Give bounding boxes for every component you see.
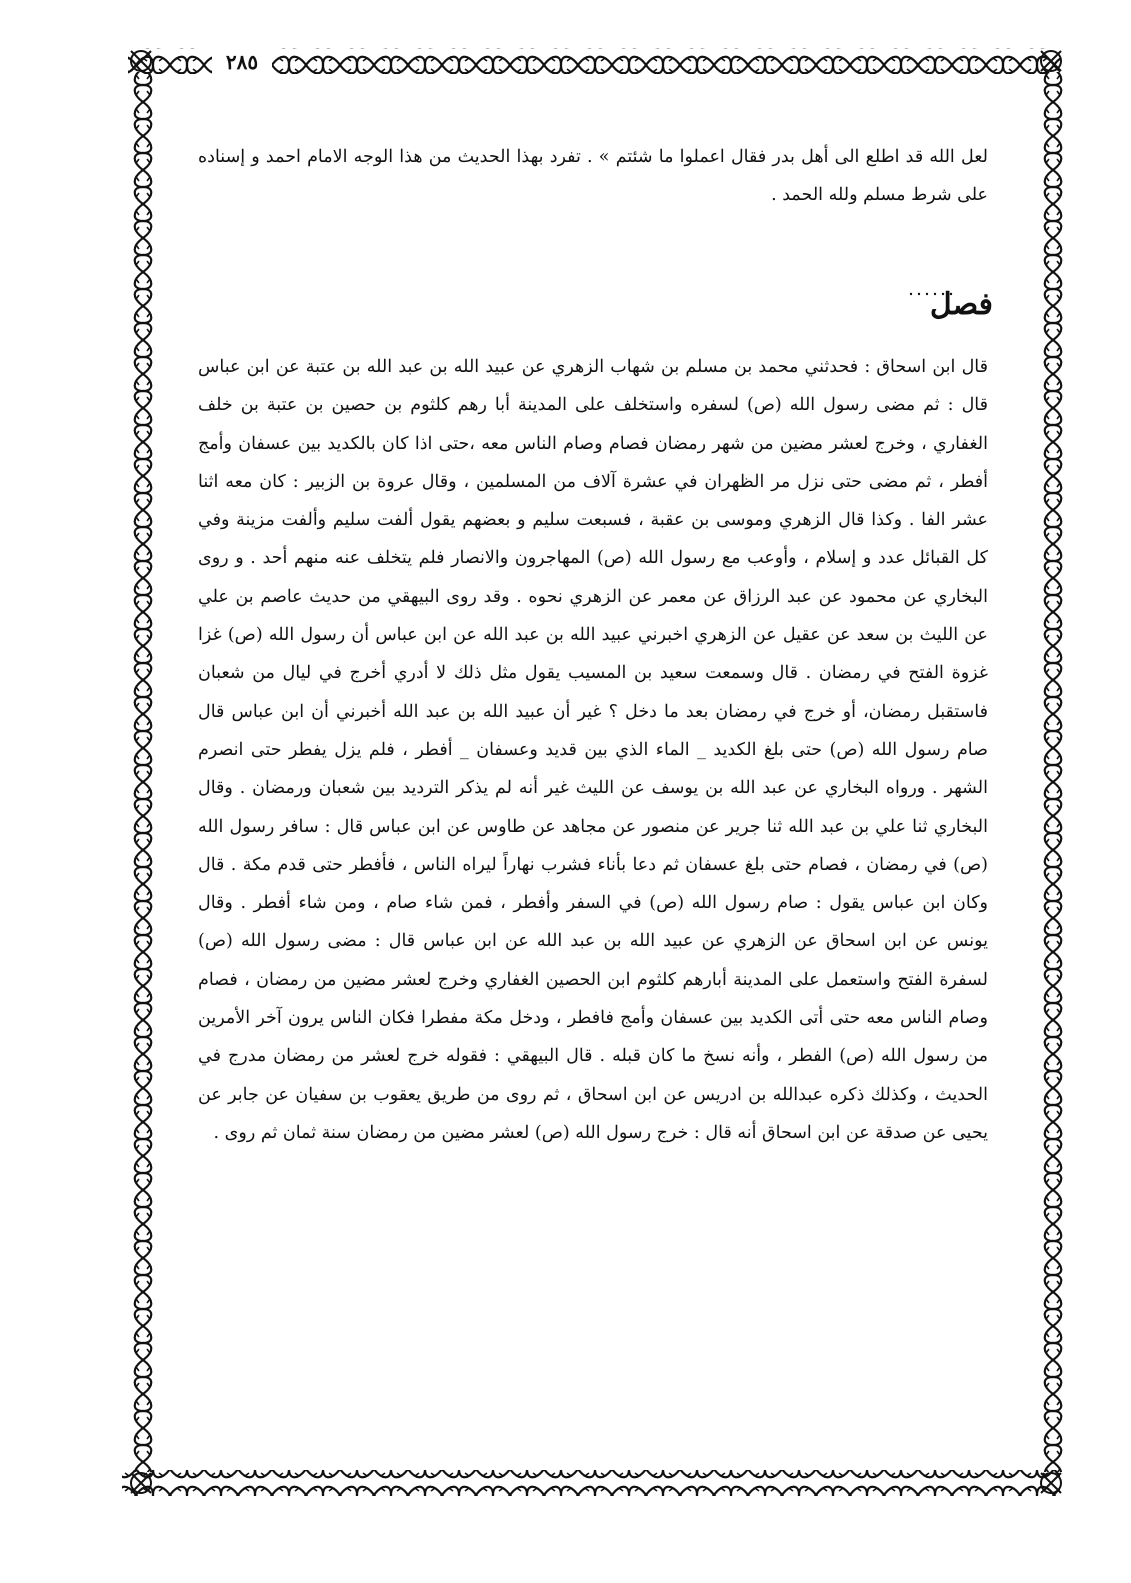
intro-text: لعل الله قد اطلع الى أهل بدر فقال اعملوا ما شئتم » . تفرد بهذا الحديث من هذا الوجه الامام احمد و إسناده على شرط مسلم ولله الحمد . — [198, 147, 988, 206]
body-paragraph — [198, 348, 988, 1152]
body-text: قال ابن اسحاق : فحدثني محمد بن مسلم بن شهاب الزهري عن عبيد الله بن عبد الله بن عتبة عن ابن عباس قال : ثم مضى رسول الله (ص) لسفره واستخلف على المدينة أبا رهم كلثوم بن حصين بن عتبة بن خلف الغفاري ، وخرج لعشر مضين من شهر رمضان فصام وصام الناس معه ،حتى اذا كان بالكديد بين عسفان وأمج أفطر ، ثم مضى حتى نزل مر الظهران في عشرة آلاف من المسلمين ، وقال عروة بن الزبير : كان معه اثنا عشر الفا . وكذا قال الزهري وموسى بن عقبة ، فسبعت سليم و بعضهم يقول ألفت سليم وألفت مزينة وفي كل القبائل عدد و إسلام ، وأوعب مع رسول الله (ص) المهاجرون والانصار فلم يتخلف عنه منهم أحد . و روى البخاري عن محمود عن عبد الرزاق عن معمر عن الزهري نحوه . وقد روى البيهقي من حديث عاصم بن علي عن الليث بن سعد عن عقيل عن الزهري اخبرني عبيد الله بن عبد الله عن ابن عباس أن رسول الله (ص) غزا غزوة الفتح في رمضان . قال وسمعت سعيد بن المسيب يقول مثل ذلك لا أدري أخرج في ليال من شعبان فاستقبل رمضان، أو خرج في رمضان بعد ما دخل ؟ غير أن عبيد الله بن عبد الله أخبرني أن ابن عباس قال صام رسول الله (ص) حتى بلغ الكديد _ الماء الذي بين قديد وعسفان _ أفطر ، فلم يزل يفطر حتى انصرم الشهر . ورواه البخاري عن عبد الله بن يوسف عن الليث غير أنه لم يذكر الترديد بين شعبان ورمضان . وقال البخاري ثنا علي بن عبد الله ثنا جرير عن منصور عن مجاهد عن طاوس عن ابن عباس قال : سافر رسول الله (ص) في رمضان ، فصام حتى بلغ عسفان ثم دعا بأناء فشرب نهاراً ليراه الناس ، فأفطر حتى قدم مكة . قال وكان ابن عباس يقول : صام رسول الله (ص) في السفر وأفطر ، فمن شاء صام ، ومن شاء أفطر . وقال يونس عن ابن اسحاق عن الزهري عن عبيد الله بن عبد الله عن ابن عباس قال : مضى رسول الله (ص) لسفرة الفتح واستعمل على المدينة أبارهم كلثوم ابن الحصين الغفاري وخرج لعشر مضين من رمضان ، فصام وصام الناس معه حتى أتى الكديد بين عسفان وأمج فافطر ، ودخل مكة مفطرا فكان الناس يرون آخر الأمرين من رسول الله (ص) الفطر ، وأنه نسخ ما كان قبله . قال البيهقي : فقوله خرج لعشر من رمضان مدرج في الحديث ، وكذلك ذكره عبدالله بن ادريس عن ابن اسحاق ، ثم روى من طريق يعقوب بن سفيان عن جابر عن يحيى عن صدقة عن ابن اسحاق أنه قال : خرج رسول الله (ص) لعشر مضين من رمضان سنة ثمان ثم روى . — [198, 357, 988, 1143]
border-right — [1038, 72, 1064, 1472]
border-left — [128, 72, 154, 1472]
border-bottom — [122, 1470, 1060, 1496]
intro-paragraph — [198, 138, 988, 215]
section-heading: فصل — [929, 287, 993, 322]
page-number: ٢٨٥ — [212, 48, 272, 76]
